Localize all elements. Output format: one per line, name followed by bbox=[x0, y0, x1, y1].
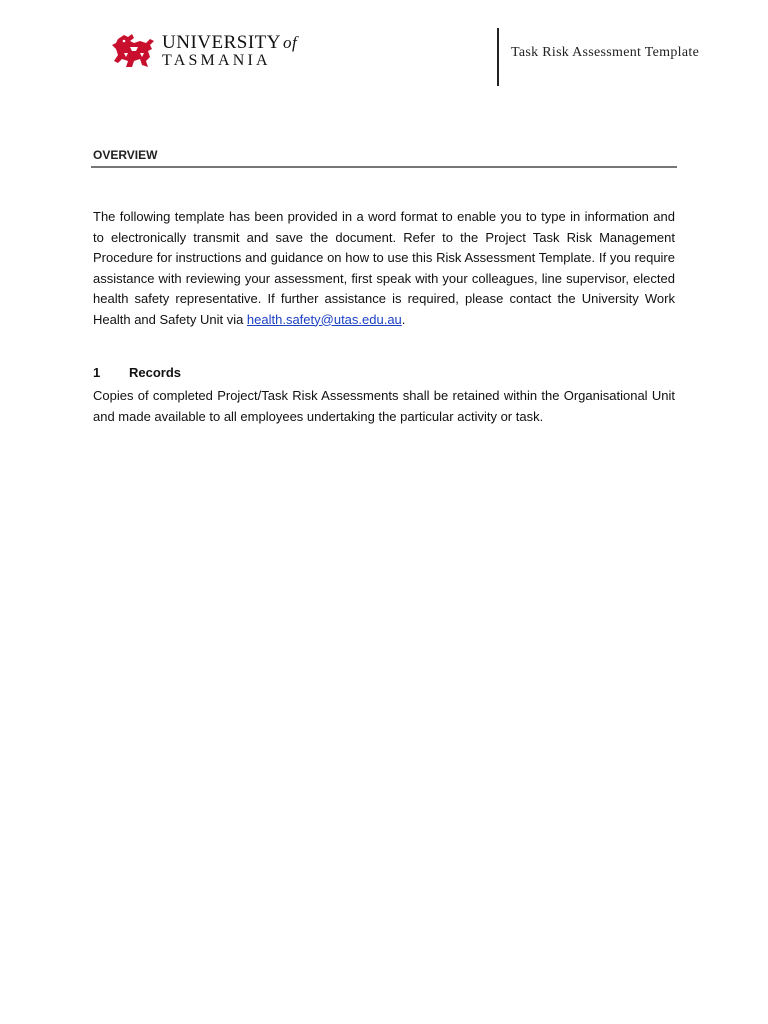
records-heading bbox=[93, 365, 181, 380]
lion-crest-icon bbox=[110, 31, 158, 71]
document-title: Task Risk Assessment Template bbox=[511, 45, 700, 60]
overview-heading: OVERVIEW bbox=[93, 148, 158, 162]
header-divider bbox=[497, 28, 499, 86]
university-logo bbox=[110, 30, 297, 72]
overview-text: The following template has been provided in a word format to enable you to type in information and to electronically transmit and save the document. Refer to the Project Task Risk Management Procedure for instructions and guidance on how to use this Risk Assessment Template. If you require assistance with reviewing your assessment, first speak with your colleagues, line supervisor, elected health safety representative. If further assistance is required, please contact the University Work Health and Safety Unit via bbox=[93, 209, 675, 327]
records-title: Records bbox=[129, 365, 182, 380]
email-link[interactable]: health.safety@utas.edu.au bbox=[246, 311, 402, 327]
logo-of-text: of bbox=[283, 33, 298, 52]
logo-tasmania-text: TASMANIA bbox=[162, 52, 271, 69]
logo-wordmark bbox=[162, 33, 297, 69]
records-paragraph: Copies of completed Project/Task Risk Assessments shall be retained within the Organisational Unit and made available to all employees undertaking the particular activity or task. bbox=[93, 388, 675, 424]
heading-rule bbox=[91, 166, 677, 168]
logo-university-text: UNIVERSITY bbox=[162, 32, 281, 53]
overview-paragraph bbox=[93, 207, 675, 330]
records-number: 1 bbox=[93, 365, 101, 380]
overview-text-end: . bbox=[401, 311, 406, 327]
